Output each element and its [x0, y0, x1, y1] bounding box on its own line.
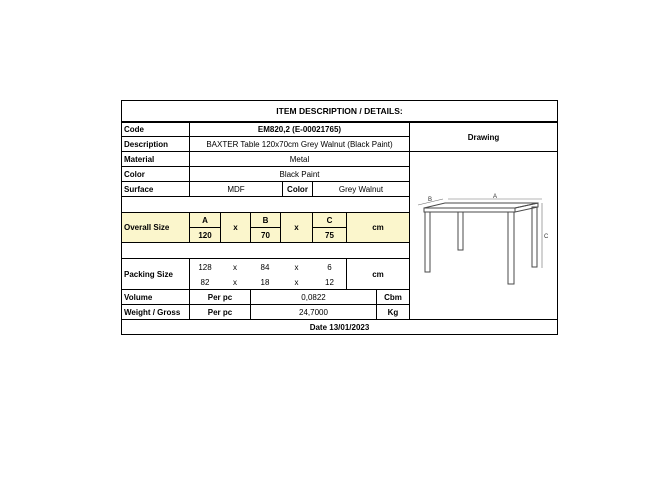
surface-color-value: Grey Walnut — [312, 181, 410, 197]
table-leg-back-left — [458, 212, 463, 250]
date-footer: Date 13/01/2023 — [121, 319, 558, 335]
drawing-label-c: C — [544, 234, 549, 240]
table-drawing — [410, 190, 558, 300]
color-label: Color — [121, 166, 190, 182]
packing-r1-c: 6 — [327, 262, 332, 272]
blank-row — [121, 196, 410, 213]
table-leg-back-right — [532, 207, 537, 267]
overall-x1: x — [220, 212, 251, 243]
overall-value-b: 70 — [250, 227, 281, 243]
description-value: BAXTER Table 120x70cm Grey Walnut (Black Paint) — [189, 136, 410, 152]
overall-head-c: C — [312, 212, 347, 228]
table-top-surface — [424, 203, 538, 208]
overall-x2: x — [280, 212, 313, 243]
sheet-title: ITEM DESCRIPTION / DETAILS: — [121, 100, 558, 122]
weight-label: Weight / Gross — [121, 304, 190, 320]
overall-head-a: A — [189, 212, 221, 228]
drawing-header: Drawing — [409, 122, 558, 152]
volume-per: Per pc — [189, 289, 251, 305]
surface-label: Surface — [121, 181, 190, 197]
overall-size-label: Overall Size — [121, 212, 190, 243]
description-label: Description — [121, 136, 190, 152]
drawing-label-a: A — [493, 194, 498, 200]
packing-values-box — [189, 258, 347, 290]
surface-value: MDF — [189, 181, 283, 197]
code-value: EM820,2 (E-00021765) — [189, 122, 410, 137]
drawing-label-b: B — [428, 197, 433, 203]
volume-value: 0,0822 — [250, 289, 377, 305]
packing-r2-x1: x — [233, 277, 237, 287]
packing-r2-a: 82 — [200, 277, 210, 287]
table-leg-front-left — [425, 212, 430, 272]
packing-r2-x2: x — [294, 277, 299, 287]
packing-r2-c: 12 — [325, 277, 334, 287]
volume-unit: Cbm — [376, 289, 410, 305]
weight-value: 24,7000 — [250, 304, 377, 320]
code-label: Code — [121, 122, 190, 137]
packing-r1-x2: x — [294, 262, 299, 272]
overall-value-a: 120 — [189, 227, 221, 243]
packing-r1-x1: x — [233, 262, 237, 272]
packing-size-label: Packing Size — [121, 258, 190, 290]
weight-per: Per pc — [189, 304, 251, 320]
packing-r1-b: 84 — [260, 262, 270, 272]
blank-row-2 — [121, 242, 410, 259]
material-label: Material — [121, 151, 190, 167]
overall-unit: cm — [346, 212, 410, 243]
spacer-row — [121, 113, 558, 122]
packing-r1-a: 128 — [198, 262, 212, 272]
material-value: Metal — [189, 151, 410, 167]
packing-unit: cm — [346, 258, 410, 290]
table-leg-front-right — [508, 212, 514, 284]
packing-r2-b: 18 — [260, 277, 270, 287]
surface-color-label: Color — [282, 181, 313, 197]
weight-unit: Kg — [376, 304, 410, 320]
table-top-edge — [424, 208, 515, 212]
overall-value-c: 75 — [312, 227, 347, 243]
volume-label: Volume — [121, 289, 190, 305]
overall-head-b: B — [250, 212, 281, 228]
color-value: Black Paint — [189, 166, 410, 182]
